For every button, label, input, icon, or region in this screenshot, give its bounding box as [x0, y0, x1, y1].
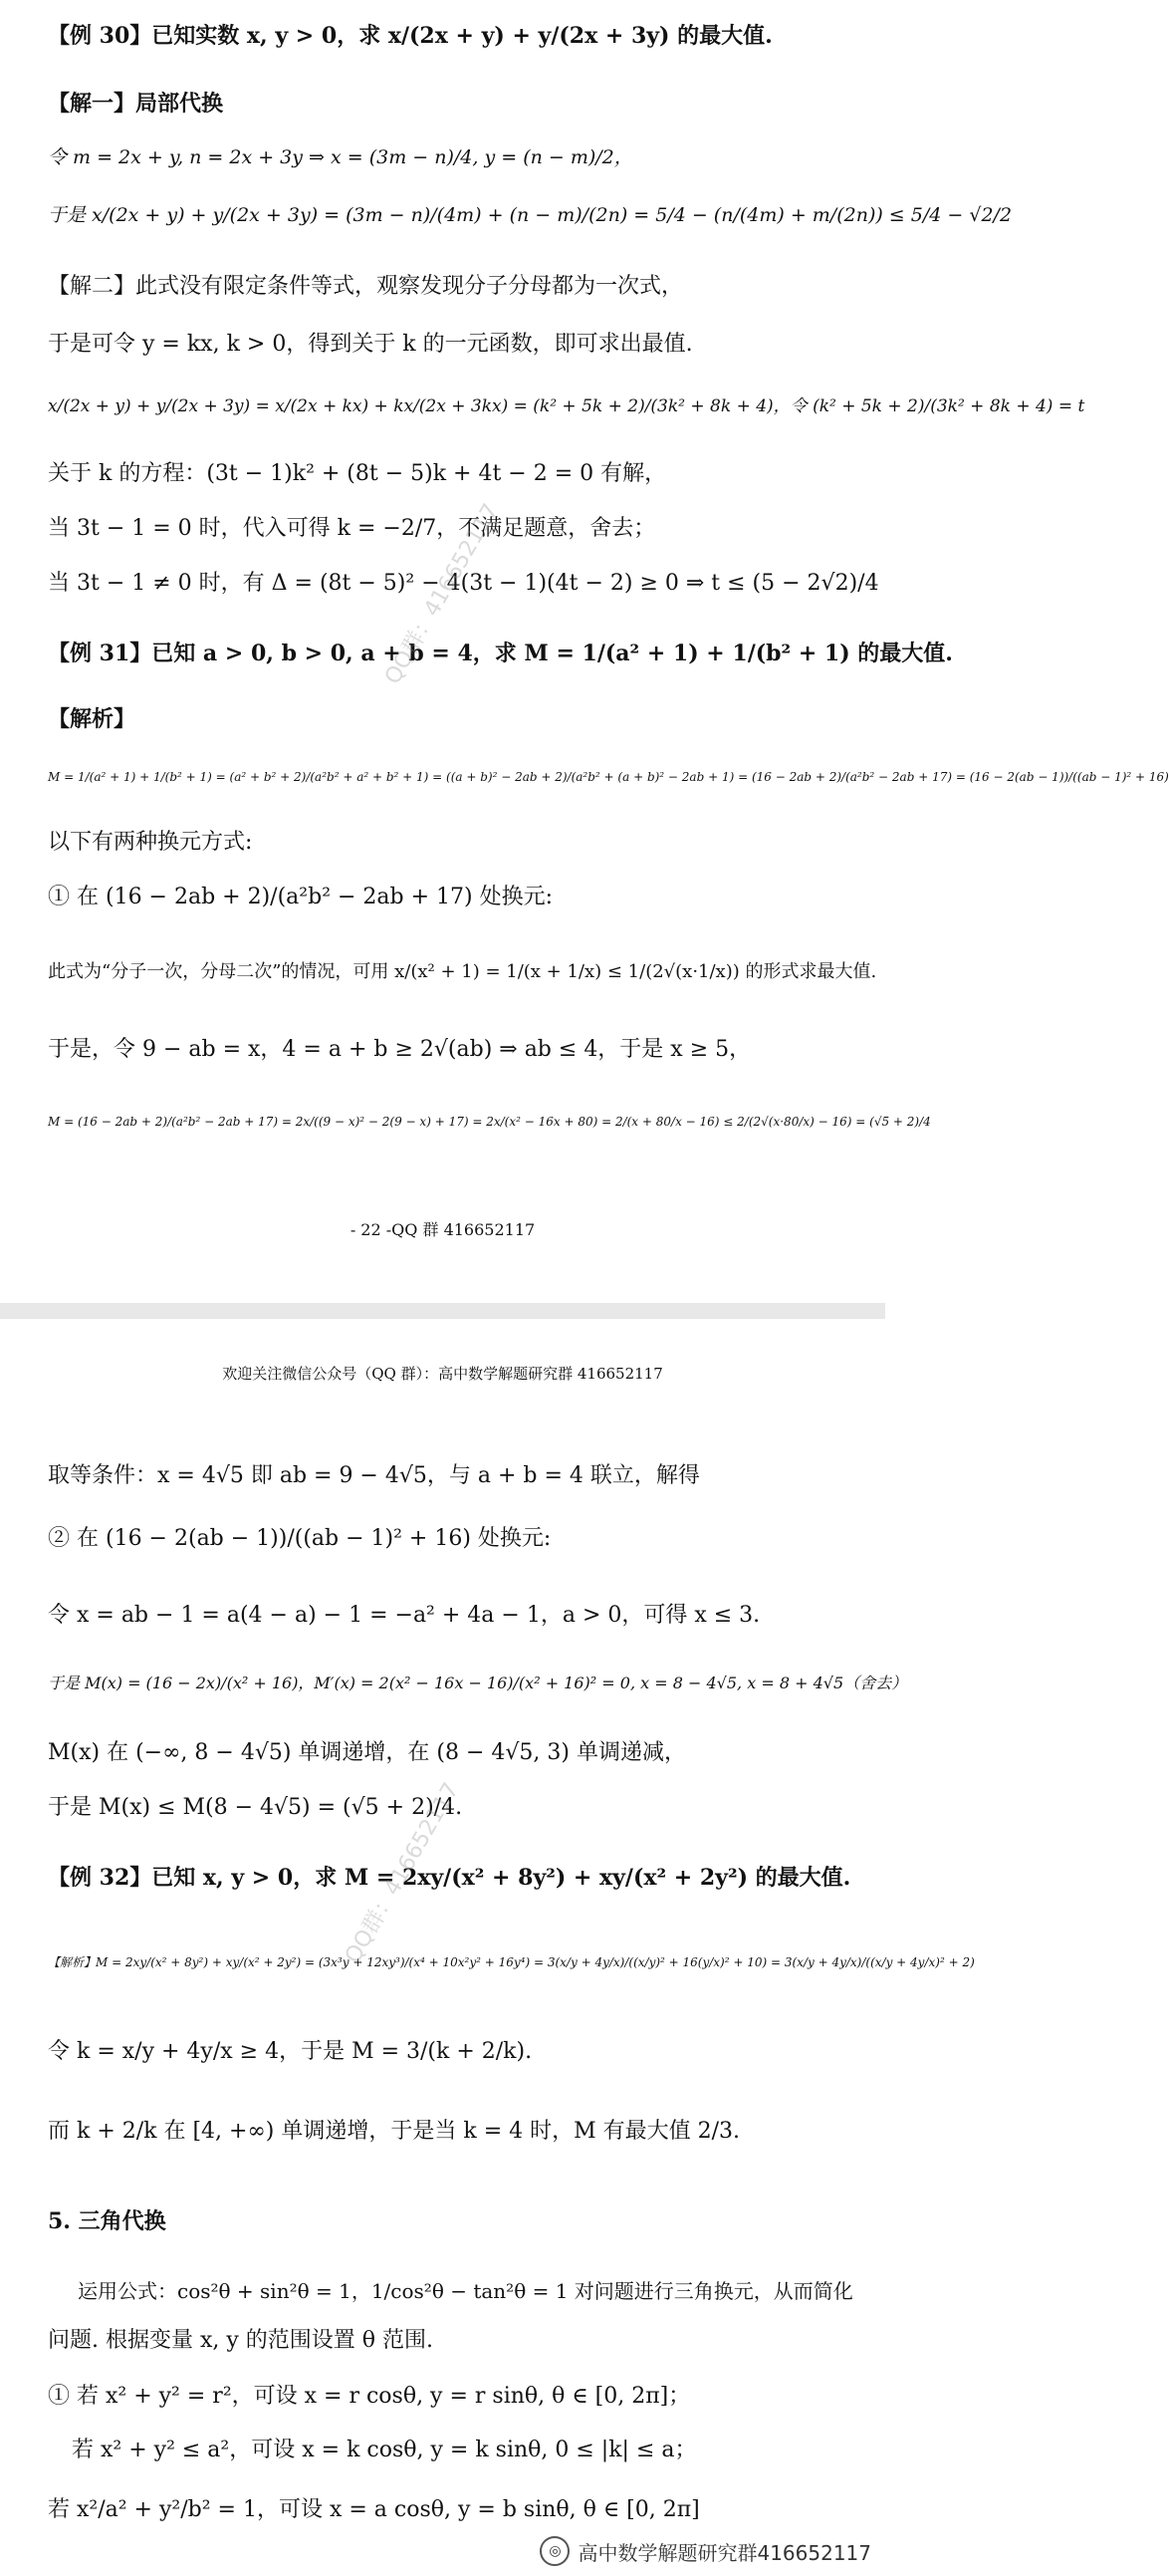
page-separator	[0, 1303, 885, 1319]
trig-case-disk: 若 x² + y² ≤ a²，可设 x = k cosθ, y = k sinθ, 0 ≤ |k| ≤ a；	[72, 2438, 697, 2462]
analysis-heading: 【解析】	[48, 706, 136, 732]
method-1-explanation: 此式为“分子一次，分母二次”的情况，可用 x/(x² + 1) = 1/(x + 1/x) ≤ 1/(2√(x·1/x)) 的形式求最大值.	[48, 961, 877, 982]
qq-watermark: QQ群：416652117	[341, 1778, 465, 1968]
method-2-heading: ② 在 (16 − 2(ab − 1))/((ab − 1)² + 16) 处换元:	[48, 1526, 552, 1551]
section-5-heading: 5. 三角代换	[48, 2208, 166, 2234]
example-32-substitution: 令 k = x/y + 4y/x ≥ 4，于是 M = 3/(k + 2/k).	[48, 2039, 533, 2064]
example-32-title: 【例 32】已知 x, y > 0，求 M = 2xy/(x² + 8y²) + xy/(x² + 2y²) 的最大值.	[48, 1865, 851, 1891]
page-footer: - 22 -QQ 群 416652117	[350, 1220, 536, 1239]
example-32-analysis: 【解析】M = 2xy/(x² + 8y²) + xy/(x² + 2y²) = (3x³y + 12xy³)/(x⁴ + 10x²y² + 16y⁴) = 3(x/y + 4y/x)/((x/y)² + 16(y/x)² + 10) = 3(x/y + 4y/x)/((x/y + 4y/x)² + 2)	[48, 1955, 975, 1969]
wechat-icon: ◎	[540, 2536, 570, 2566]
method-2-substitution: 令 x = ab − 1 = a(4 − a) − 1 = −a² + 4a − 1，a > 0，可得 x ≤ 3.	[48, 1603, 761, 1628]
solution-1-result: 于是 x/(2x + y) + y/(2x + 3y) = (3m − n)/(4m) + (n − m)/(2n) = 5/4 − (n/(4m) + m/(2n)) ≤ 5/4 − √2/2	[48, 204, 1013, 226]
document-page-2	[0, 1319, 975, 2576]
two-methods-intro: 以下有两种换元方式:	[48, 830, 253, 855]
method-1-heading: ① 在 (16 − 2ab + 2)/(a²b² − 2ab + 17) 处换元:	[48, 885, 554, 909]
trig-formula-intro-cont: 问题. 根据变量 x, y 的范围设置 θ 范围.	[48, 2328, 434, 2353]
example-31-expansion: M = 1/(a² + 1) + 1/(b² + 1) = (a² + b² + 2)/(a²b² + a² + b² + 1) = ((a + b)² − 2ab + 2)/(a²b² + (a + b)² − 2ab + 1) = (16 − 2ab + 2)/(a²b² − 2ab + 17) = (16 − 2(ab − 1))/((ab − 1)² + 16)	[48, 770, 1169, 784]
method-1-substitution: 于是，令 9 − ab = x，4 = a + b ≥ 2√(ab) ⇒ ab ≤ 4，于是 x ≥ 5，	[48, 1037, 752, 1062]
equality-condition: 取等条件：x = 4√5 即 ab = 9 − 4√5，与 a + b = 4 联立，解得	[48, 1463, 700, 1488]
solution-2-case-1: 当 3t − 1 = 0 时，代入可得 k = −2/7，不满足题意，舍去；	[48, 516, 656, 541]
example-30-title: 【例 30】已知实数 x, y > 0，求 x/(2x + y) + y/(2x + 3y) 的最大值.	[48, 23, 773, 49]
wechat-channel-logo	[540, 2536, 871, 2566]
example-32-conclusion: 而 k + 2/k 在 [4, +∞) 单调递增，于是当 k = 4 时，M 有最大值 2/3.	[48, 2119, 741, 2144]
solution-1-heading: 【解一】局部代换	[48, 91, 224, 117]
method-2-derivative: 于是 M(x) = (16 − 2x)/(x² + 16)，M′(x) = 2(x² − 16x − 16)/(x² + 16)² = 0, x = 8 − 4√5, x = 8 + 4√5（舍去）	[48, 1674, 908, 1692]
method-2-result: 于是 M(x) ≤ M(8 − 4√5) = (√5 + 2)/4.	[48, 1795, 463, 1820]
monotonicity: M(x) 在 (−∞, 8 − 4√5) 单调递增，在 (8 − 4√5, 3) 单调递减，	[48, 1740, 686, 1765]
trig-formula-intro: 运用公式：cos²θ + sin²θ = 1，1/cos²θ − tan²θ = 1 对问题进行三角换元，从而简化	[78, 2279, 853, 2303]
page-header: 欢迎关注微信公众号（QQ 群）：高中数学解题研究群 416652117	[222, 1365, 663, 1383]
solution-1-substitution: 令 m = 2x + y, n = 2x + 3y ⇒ x = (3m − n)/4, y = (n − m)/2，	[48, 146, 633, 168]
method-1-result: M = (16 − 2ab + 2)/(a²b² − 2ab + 17) = 2x/((9 − x)² − 2(9 − x) + 17) = 2x/(x² − 16x + 80) = 2/(x + 80/x − 16) ≤ 2/(2√(x·80/x) − 16) = (√5 + 2)/4	[48, 1115, 931, 1129]
wechat-channel-name: 高中数学解题研究群416652117	[578, 2540, 871, 2565]
example-31-title: 【例 31】已知 a > 0, b > 0, a + b = 4，求 M = 1/(a² + 1) + 1/(b² + 1) 的最大值.	[48, 641, 953, 666]
solution-2-equation: x/(2x + y) + y/(2x + 3y) = x/(2x + kx) + kx/(2x + 3kx) = (k² + 5k + 2)/(3k² + 8k + 4)，令 (k² + 5k + 2)/(3k² + 8k + 4) = t	[48, 396, 1085, 416]
solution-2-case-2: 当 3t − 1 ≠ 0 时，有 Δ = (8t − 5)² − 4(3t − 1)(4t − 2) ≥ 0 ⇒ t ≤ (5 − 2√2)/4	[48, 571, 879, 596]
trig-case-circle: ① 若 x² + y² = r²，可设 x = r cosθ, y = r sinθ, θ ∈ [0, 2π]；	[48, 2384, 691, 2409]
solution-2-equation-k: 关于 k 的方程：(3t − 1)k² + (8t − 5)k + 4t − 2 = 0 有解，	[48, 461, 667, 486]
solution-2-text: 于是可令 y = kx, k > 0，得到关于 k 的一元函数，即可求出最值.	[48, 332, 693, 357]
solution-2-heading: 【解二】此式没有限定条件等式，观察发现分子分母都为一次式，	[48, 274, 684, 299]
trig-case-ellipse: 若 x²/a² + y²/b² = 1，可设 x = a cosθ, y = b sinθ, θ ∈ [0, 2π]	[48, 2497, 700, 2522]
qq-watermark: QQ群：416652117	[380, 499, 505, 689]
